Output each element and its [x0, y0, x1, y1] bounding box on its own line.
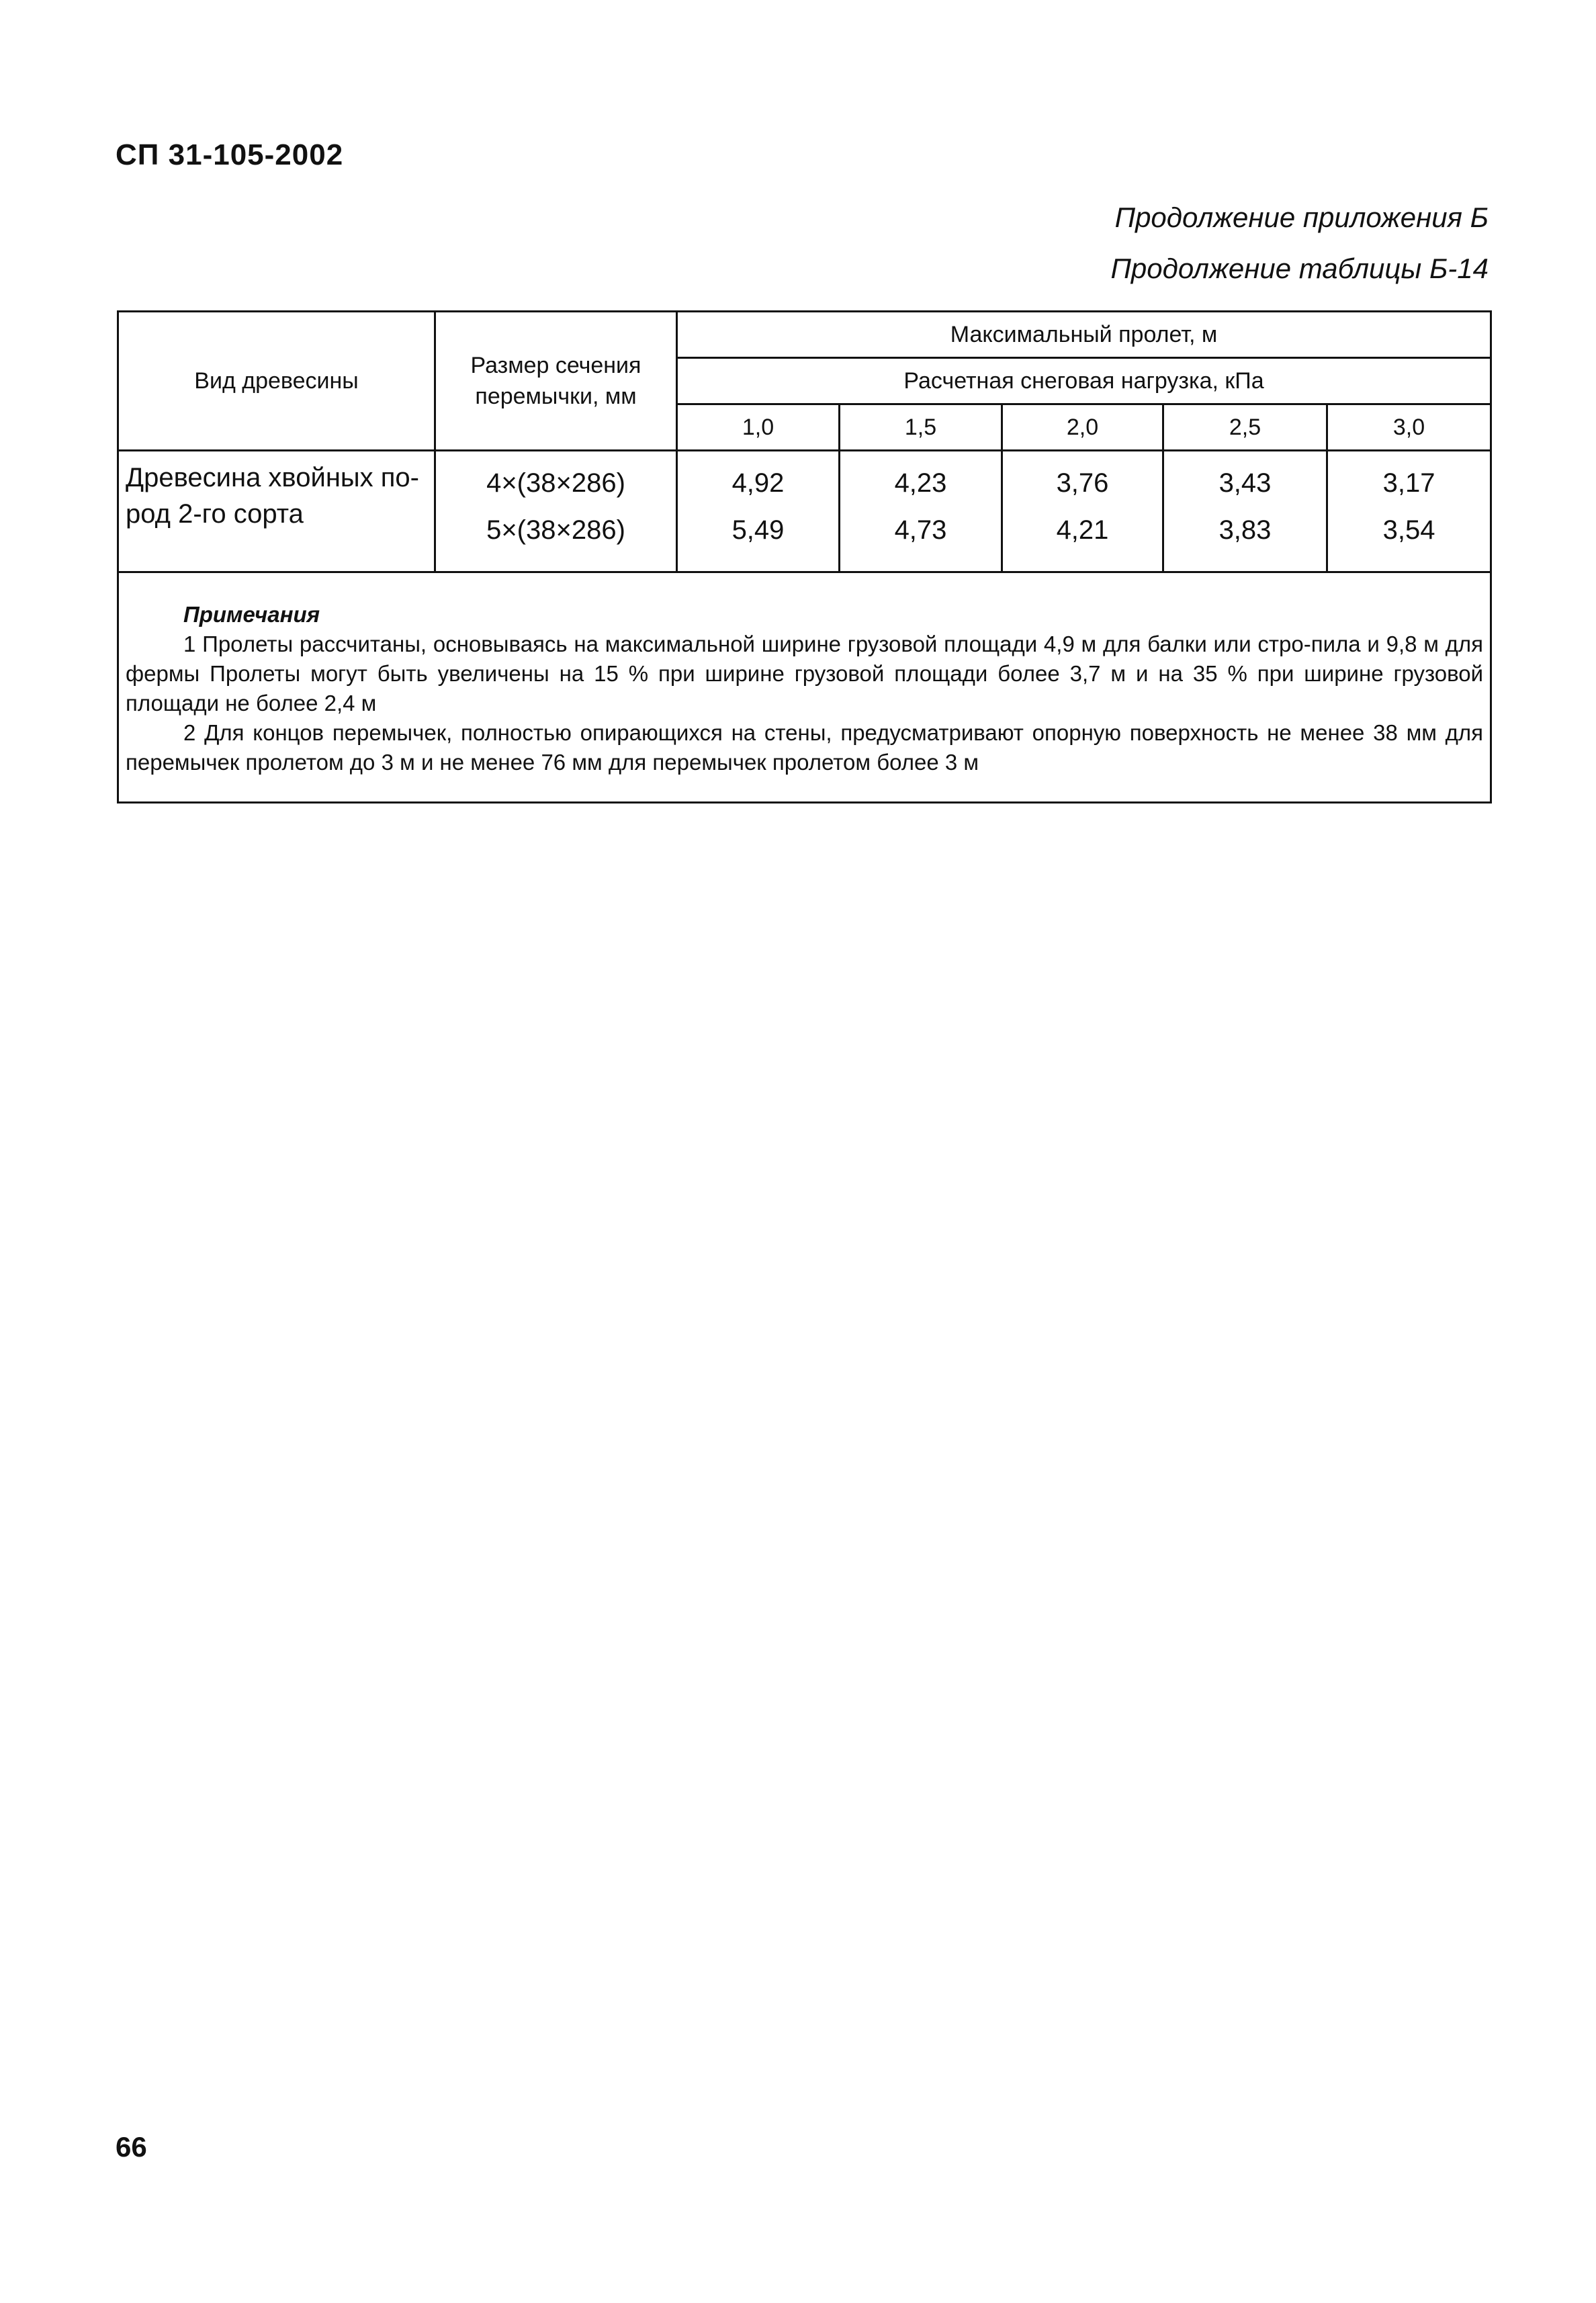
- span-cell: [677, 451, 840, 572]
- header-load-value: 2,0: [1002, 404, 1163, 451]
- section-size-cell: [435, 451, 677, 572]
- header-load-value: 1,0: [677, 404, 840, 451]
- span-value: 3,83: [1218, 515, 1272, 545]
- span-value: 4,21: [1056, 515, 1109, 545]
- span-cell: [1327, 451, 1491, 572]
- header-load-value: 3,0: [1327, 404, 1491, 451]
- span-table: [117, 310, 1492, 803]
- wood-type-cell: Древесина хвойных по-род 2-го сорта: [118, 451, 435, 572]
- header-load-value: 1,5: [840, 404, 1002, 451]
- note-item: 2 Для концов перемычек, полностью опирающихся на стены, предусматривают опорную поверхность не менее 38 мм для перемычек пролетом до 3 м и не менее 76 мм для перемычек пролетом более 3 м: [126, 720, 1484, 775]
- span-value: 5,49: [732, 515, 785, 545]
- section-size-value: 5×(38×286): [486, 515, 625, 545]
- span-cell: [1163, 451, 1327, 572]
- header-section-size: Размер сечения перемычки, мм: [435, 312, 677, 451]
- span-value: 3,76: [1056, 468, 1109, 498]
- span-value: 4,73: [894, 515, 947, 545]
- span-value: 4,92: [732, 468, 785, 498]
- table-continuation-label: Продолжение таблицы Б-14: [1110, 253, 1489, 284]
- page-number: 66: [116, 2131, 147, 2163]
- document-code: СП 31-105-2002: [116, 138, 344, 171]
- span-value: 3,17: [1382, 468, 1435, 498]
- header-load-value: 2,5: [1163, 404, 1327, 451]
- span-cell: [1002, 451, 1163, 572]
- notes-cell: [118, 572, 1491, 803]
- span-value: 3,43: [1218, 468, 1272, 498]
- span-cell: [840, 451, 1002, 572]
- note-item: 1 Пролеты рассчитаны, основываясь на максимальной ширине грузовой площади 4,9 м для балки или стро-пила и 9,8 м для фермы Пролеты могут быть увеличены на 15 % при ширине грузовой площади более 3,7 м и на 35 % при ширине грузовой площади не более 2,4 м: [126, 632, 1484, 715]
- appendix-continuation-label: Продолжение приложения Б: [1114, 202, 1489, 233]
- header-max-span: Максимальный пролет, м: [677, 312, 1491, 358]
- span-value: 3,54: [1382, 515, 1435, 545]
- table-row: [118, 451, 1491, 572]
- section-size-value: 4×(38×286): [486, 468, 625, 498]
- span-value: 4,23: [894, 468, 947, 498]
- header-wood-type: Вид древесины: [118, 312, 435, 451]
- notes-title: Примечания: [183, 602, 320, 627]
- header-snow-load: Расчетная снеговая нагрузка, кПа: [677, 358, 1491, 404]
